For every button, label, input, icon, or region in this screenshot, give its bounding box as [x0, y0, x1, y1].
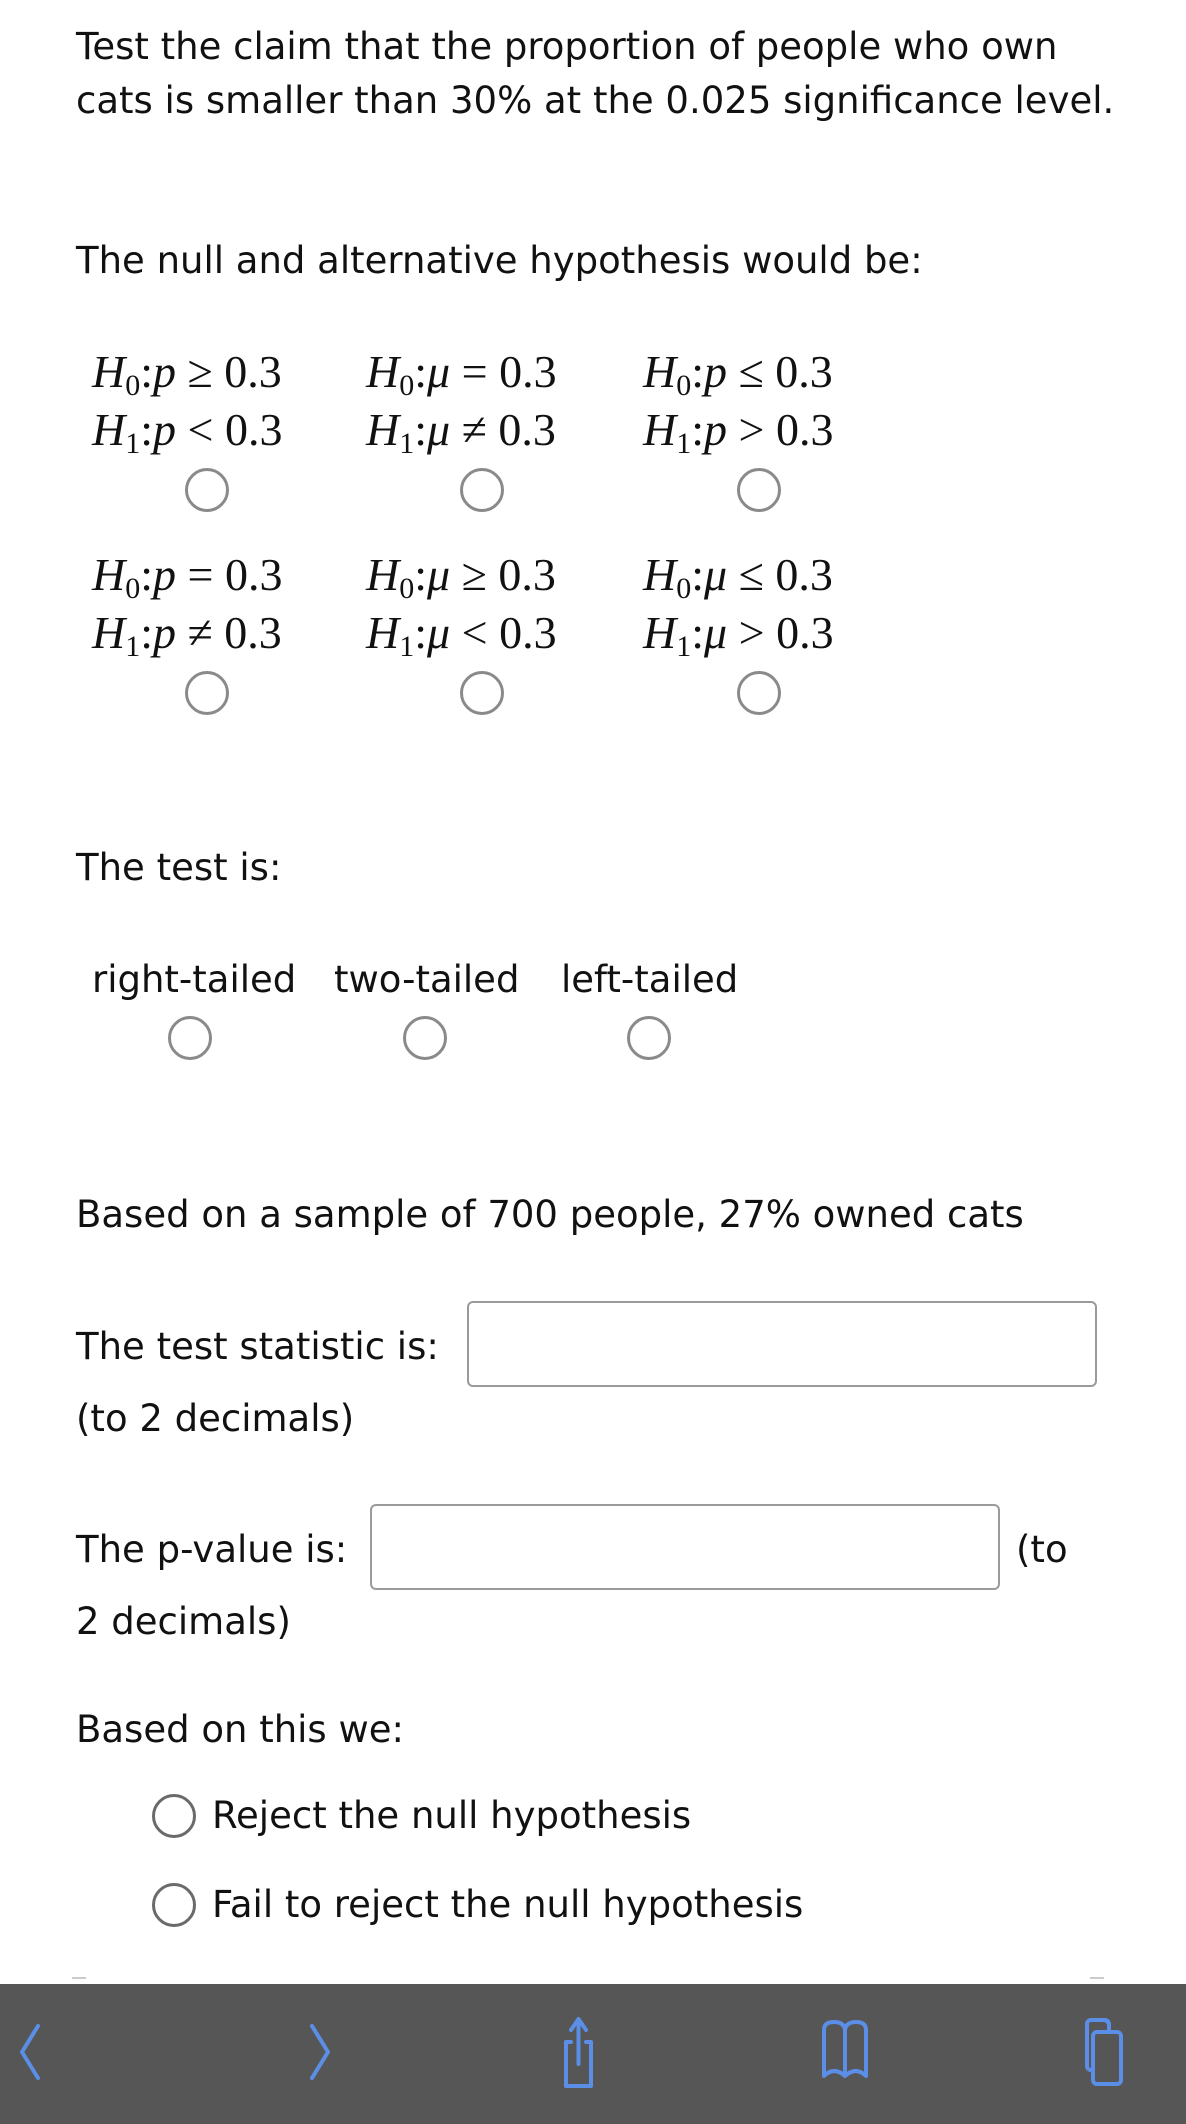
question-text: Test the claim that the proportion of people who own cats is smaller than 30% at the 0.025 significance level. [76, 25, 1115, 122]
hypothesis-radio-6[interactable] [737, 671, 781, 715]
test-prompt: The test is: [76, 846, 282, 889]
hypothesis-radio-2[interactable] [460, 468, 504, 512]
test-statistic-input[interactable] [467, 1301, 1097, 1387]
test-statistic-hint: (to 2 decimals) [76, 1397, 355, 1440]
hypothesis-radio-4[interactable] [185, 671, 229, 715]
null-hypothesis: $H_0:p \le 0.3$ [643, 346, 833, 402]
share-icon[interactable] [535, 2004, 625, 2094]
alternative-hypothesis: $H_1:p \ne 0.3$ [92, 607, 282, 663]
alternative-hypothesis: $H_1:\mu < 0.3$ [366, 607, 557, 663]
null-hypothesis: $H_0:\mu = 0.3$ [366, 346, 557, 402]
decision-radio-fail-to-reject[interactable] [152, 1883, 196, 1927]
back-icon[interactable] [0, 2004, 80, 2094]
alternative-hypothesis: $H_1:\mu \ne 0.3$ [366, 404, 556, 460]
decision-radio-reject[interactable] [152, 1794, 196, 1838]
test-radio-left-tailed[interactable] [627, 1016, 671, 1060]
hypothesis-radio-1[interactable] [185, 468, 229, 512]
decision-prompt: Based on this we: [76, 1708, 404, 1751]
hypothesis-option-4 [92, 546, 282, 662]
test-option-label-left: left-tailed [561, 958, 739, 1001]
null-hypothesis: $H_0:\mu \ge 0.3$ [366, 549, 556, 605]
decision-label-fail-to-reject[interactable]: Fail to reject the null hypothesis [212, 1883, 804, 1926]
test-radio-two-tailed[interactable] [403, 1016, 447, 1060]
alternative-hypothesis: $H_1:p < 0.3$ [92, 404, 283, 460]
p-value-label: The p-value is: [76, 1528, 348, 1571]
null-hypothesis: $H_0:\mu \le 0.3$ [643, 549, 833, 605]
hypothesis-radio-5[interactable] [460, 671, 504, 715]
test-radio-right-tailed[interactable] [168, 1016, 212, 1060]
alternative-hypothesis: $H_1:p > 0.3$ [643, 404, 834, 460]
p-value-hint-continued: 2 decimals) [76, 1600, 291, 1643]
tabs-icon[interactable] [1075, 2004, 1165, 2094]
bookmarks-icon[interactable] [810, 2004, 900, 2094]
test-option-label-right: right-tailed [92, 958, 297, 1001]
divider [72, 1977, 86, 1979]
p-value-hint: (to [1016, 1528, 1068, 1571]
hypothesis-option-2 [366, 343, 557, 459]
null-hypothesis: $H_0:p = 0.3$ [92, 549, 283, 605]
hypothesis-radio-3[interactable] [737, 468, 781, 512]
sample-text: Based on a sample of 700 people, 27% owned cats [76, 1193, 1024, 1236]
test-statistic-label: The test statistic is: [76, 1325, 439, 1368]
divider [1090, 1977, 1104, 1979]
test-option-label-two: two-tailed [334, 958, 520, 1001]
hypothesis-option-3 [643, 343, 833, 459]
hypothesis-prompt: The null and alternative hypothesis would be: [76, 239, 923, 282]
forward-icon[interactable] [272, 2004, 362, 2094]
alternative-hypothesis: $H_1:\mu > 0.3$ [643, 607, 834, 663]
hypothesis-option-1 [92, 343, 282, 459]
hypothesis-option-5 [366, 546, 557, 662]
decision-label-reject[interactable]: Reject the null hypothesis [212, 1794, 692, 1837]
p-value-input[interactable] [370, 1504, 1000, 1590]
browser-toolbar [0, 1984, 1186, 2124]
hypothesis-option-6 [643, 546, 834, 662]
null-hypothesis: $H_0:p \ge 0.3$ [92, 346, 282, 402]
